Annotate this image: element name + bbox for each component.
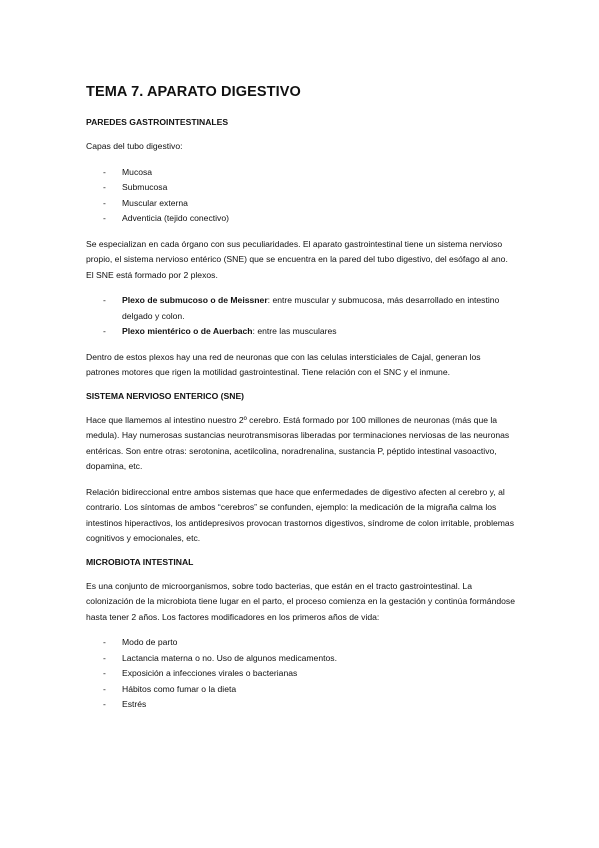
list-item: - Modo de parto bbox=[103, 637, 178, 647]
list-item: - Adventicia (tejido conectivo) bbox=[103, 213, 229, 223]
paragraph-plexos-neuronas: Dentro de estos plexos hay una red de neuronas que con las celulas intersticiales de Cajal, generan los patrones motores que rigen la motilidad gastrointestinal. Tiene relación con el SNC y el inmune. bbox=[86, 351, 481, 377]
list-item: - Hábitos como fumar o la dieta bbox=[103, 683, 237, 694]
list-capas bbox=[86, 165, 516, 227]
paragraph-capas-intro: Capas del tubo digestivo: bbox=[86, 141, 183, 151]
list-item: - Estrés bbox=[103, 699, 147, 709]
section-heading-sne: SISTEMA NERVIOSO ENTERICO (SNE) bbox=[86, 390, 245, 401]
section-heading-microbiota: MICROBIOTA INTESTINAL bbox=[86, 556, 194, 567]
list-factores bbox=[86, 635, 516, 713]
list-item: - Muscular externa bbox=[103, 197, 188, 208]
list-item: - Plexo de submucoso o de Meissner: entre muscular y submucosa, más desarrollado en intestino delgado y colon. bbox=[103, 295, 500, 321]
section-heading-paredes: PAREDES GASTROINTESTINALES bbox=[86, 117, 229, 127]
list-item: - Mucosa bbox=[103, 166, 153, 177]
list-item: - Submucosa bbox=[103, 182, 168, 192]
paragraph-relacion-bidireccional: Relación bidireccional entre ambos sistemas que hace que enfermedades de digestivo afecten al cerebro y, al contrario. Los síntomas de ambos “cerebros” se confunden, ejemplo: la medicación de la migraña calma los intestinos hiperactivos, los antidepresivos provocan trastornos digestivos, síndrome de colon irritable, problemas cognitivos y emocionales, etc. bbox=[86, 486, 514, 543]
list-item: - Plexo mientérico o de Auerbach: entre las musculares bbox=[103, 326, 337, 336]
list-item: - Exposición a infecciones virales o bacterianas bbox=[103, 668, 298, 678]
paragraph-segundo-cerebro: Hace que llamemos al intestino nuestro 2º cerebro. Está formado por 100 millones de neuronas (más que la medula). Hay numerosas sustancias neurotransmisoras liberadas por terminaciones nerviosas de las neuronas entéricas. Son entre otras: serotonina, acetilcolina, noradrenalina, sustancia P, péptido intestinal vasoactivo, dopamina, etc. bbox=[86, 414, 510, 471]
paragraph-microbiota: Es una conjunto de microorganismos, sobre todo bacterias, que están en el tracto gastrointestinal. La colonización de la microbiota tiene lugar en el parto, el proceso comienza en la gestación y continúa formándose hasta tener 2 años. Los factores modificadores en los primeros años de vida: bbox=[86, 580, 515, 622]
paragraph-sne-intro: Se especializan en cada órgano con sus peculiaridades. El aparato gastrointestinal tiene un sistema nervioso propio, el sistema nervioso entérico (SNE) que se encuentra en la pared del tubo digestivo, del esófago al ano. El SNE está formado por 2 plexos. bbox=[86, 238, 508, 280]
page-title: TEMA 7. APARATO DIGESTIVO bbox=[86, 84, 301, 100]
document-page bbox=[86, 84, 516, 723]
list-item: - Lactancia materna o no. Uso de algunos medicamentos. bbox=[103, 652, 337, 663]
list-plexos bbox=[86, 293, 516, 340]
